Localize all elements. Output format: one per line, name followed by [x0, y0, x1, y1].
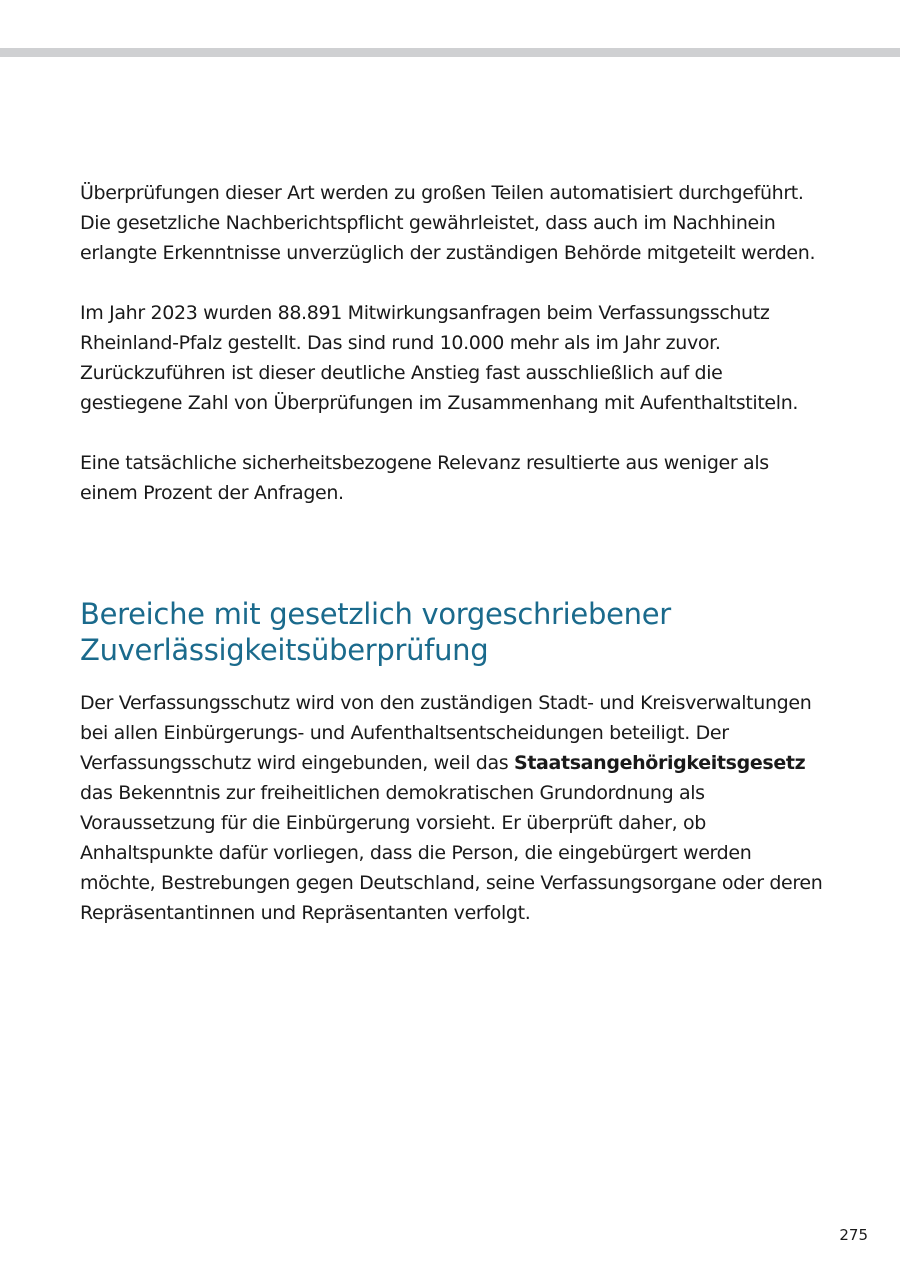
section-body-text-end: das Bekenntnis zur freiheitlichen demokratischen Grundordnung als Voraussetzung für die Einbürgerung vorsieht. Er überprüft daher, ob Anhaltspunkte dafür vorliegen, dass die Person, die eingebürgert werden möchte, Bestrebungen gegen Deutschland, seine Verfassungsorgane oder deren Repräsentantinnen und Repräsentanten verfolgt.	[80, 782, 823, 924]
paragraph-relevance: Eine tatsächliche sicherheitsbezogene Relevanz resultierte aus weniger als einem Prozent der Anfragen.	[80, 452, 769, 504]
top-rule	[0, 48, 900, 57]
paragraph-automated-checks: Überprüfungen dieser Art werden zu großen Teilen automatisiert durchgeführt. Die gesetzliche Nachberichtspflicht gewährleistet, dass auch im Nachhinein erlangte Erkenntnisse unverzüglich der zuständigen Behörde mitgeteilt werden.	[80, 182, 816, 264]
page-number: 275	[839, 1226, 868, 1244]
paragraph-statistics-2023: Im Jahr 2023 wurden 88.891 Mitwirkungsanfragen beim Verfassungsschutz Rheinland-Pfalz gestellt. Das sind rund 10.000 mehr als im Jahr zuvor. Zurückzuführen ist dieser deutliche Anstieg fast ausschließlich auf die gestiegene Zahl von Überprüfungen im Zusammenhang mit Aufenthaltstiteln.	[80, 302, 799, 414]
section-heading	[80, 596, 825, 668]
section-body-text-start: Der Verfassungsschutz wird von den zuständigen Stadt- und Kreisverwaltungen bei allen Einbürgerungs- und Aufenthaltsentscheidungen beteiligt. Der Verfassungsschutz wird eingebunden, weil das	[80, 692, 812, 774]
law-name-bold: Staatsangehörigkeitsgesetz	[513, 752, 806, 774]
section-heading-line-2: Zuverlässigkeitsüberprüfung	[80, 633, 489, 667]
section-heading-line-1: Bereiche mit gesetzlich vorgeschriebener	[80, 597, 671, 631]
page-content	[80, 178, 825, 928]
section-body-paragraph	[80, 688, 825, 928]
